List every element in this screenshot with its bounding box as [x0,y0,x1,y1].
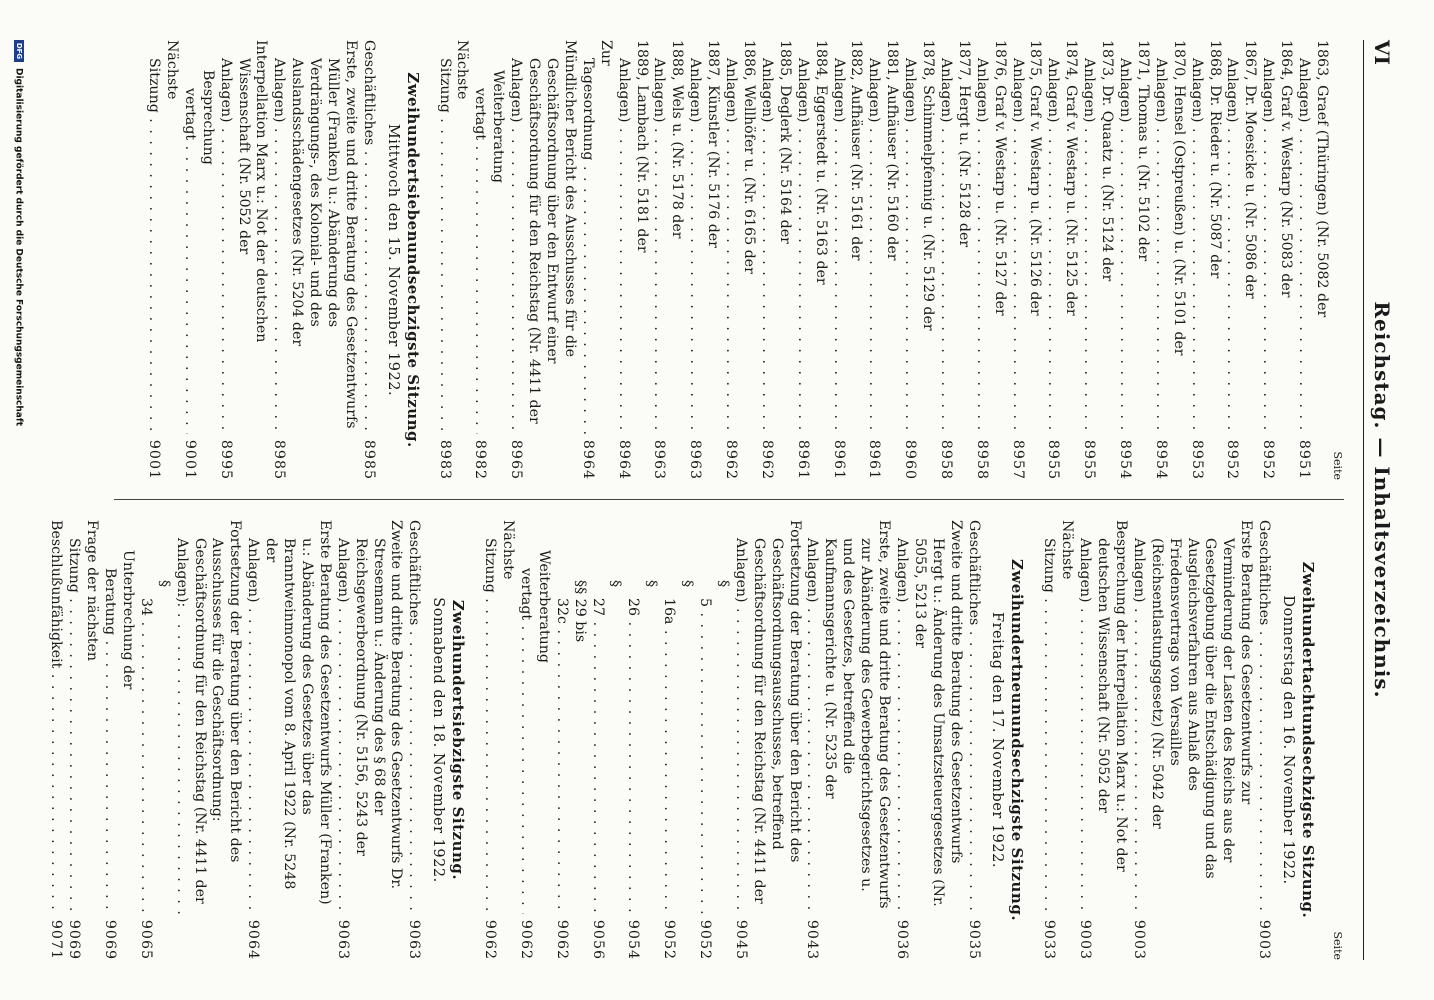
toc-entry-text: Zur Tagesordnung . . . [578,40,614,430]
toc-entry-text: Nächste Sitzung . . . [144,40,180,430]
toc-entry-text: Geschäftliches . . . [405,520,423,910]
toc-entry [695,520,731,960]
toc-entry-page: 8985 [360,439,377,480]
toc-entry [588,520,624,960]
toc-entry-page: 9003 [1077,919,1094,960]
toc-entry [650,40,686,480]
toc-entry [333,520,405,960]
toc-entry-text: Zweite und dritte Beratung des Gesetzentwurfs Hergt u.: Änderung des Umsatzsteuergesetzes (Nr. 5055, 5213 der Anlagen) . . . [892,520,964,910]
toc-entry-text: 1889, Lambach (Nr. 5181 der Anlagen) . . . [614,40,650,430]
toc-entry [578,40,614,480]
toc-entry-text: § 34 . . . [136,580,172,910]
toc-entry-text: § 5 . . . [695,580,731,910]
toc-entry [614,40,650,480]
toc-entry-text: 1886, Wellhöfer u. (Nr. 6165 der Anlagen) . . . [721,40,757,430]
toc-entry-page: 9036 [893,919,910,960]
toc-entry-text: Frage der nächsten Sitzung . . . [64,520,100,910]
toc-entry-page: 8958 [973,439,990,480]
toc-entry [972,40,1008,480]
toc-entry [793,40,829,480]
toc-entry-text: Zweite und dritte Beratung des Gesetzentwurfs Dr. Stresemann u.: Änderung des § 68 der Reichsgewerbeordnung (Nr. 5156, 5243 der Anlagen) . . . [333,520,405,910]
toc-entry [243,520,333,960]
toc-entry-page: 8954 [1117,439,1134,480]
toc-entry [435,40,471,480]
toc-entry [1129,520,1254,960]
toc-list-right [46,520,1316,960]
toc-entry-text: Geschäftliches . . . [964,520,982,910]
toc-entry-text: Fortsetzung der Beratung über den Bericht des Ausschusses für die Geschäftsordnung: Geschäftsordnung für den Reichstag (Nr. 4411 der Anlagen): . . . [172,520,244,910]
toc-entry-text: 1877, Hergt u. (Nr. 5128 der Anlagen) . . . [936,40,972,430]
toc-entry-text: Weiterberatung vertagt . . . [471,70,507,430]
toc-entry-page: 8964 [579,439,596,480]
toc-entry-page: 9063 [406,919,423,960]
toc-entry-page: 8955 [1045,439,1062,480]
page-number: VI [1370,40,1394,65]
toc-entry-text: Erste, zweite und dritte Beratung des Gesetzentwurfs zur Abänderung des Gewerbegerichtsgesetzes u. und des Gesetzes, betreffend die Kaufmannsgerichte u. (Nr. 5235 der Anlagen) . . . [803,520,893,910]
toc-entry-page: 9071 [48,919,65,960]
toc-entry [64,520,100,960]
toc-entry-page: 9064 [245,919,262,960]
session-date: Sonnabend den 18. November 1922. [430,597,447,883]
toc-entry [100,520,136,960]
left-column [94,40,1344,480]
toc-entry [1258,40,1294,480]
toc-entry-page: 8962 [758,439,775,480]
toc-entry [685,40,721,480]
toc-entry-text: 1868, Dr. Rieder u. (Nr. 5087 der Anlagen) . . . [1187,40,1223,430]
dfg-logo: DFG [14,40,24,62]
toc-entry-text: Erste Beratung des Gesetzentwurfs Müller (Franken) u.: Abänderung des Gesetzes über das Branntweinmonopol vom 8. April 1922 (Nr. 5248 der Anlagen) . . . [243,520,333,910]
toc-entry-text: Weiterberatung vertagt . . . [516,550,552,910]
toc-entry-text: Interpellation Marx u.: Not der deutschen Wissenschaft (Nr. 5052 der Anlagen) . . . [216,40,270,430]
toc-entry-page: 8982 [472,439,489,480]
toc-entry-text: § 16a . . . [659,580,695,910]
toc-entry-text: 1873, Dr. Quaatz u. (Nr. 5124 der Anlagen) . . . [1079,40,1115,430]
toc-entry-text: Fortsetzung der Beratung über den Bericht des Geschäftsordnungsausschusses, betreffend Geschäftsordnung für den Reichstag (Nr. 4411 der Anlagen) . . . [731,520,803,910]
toc-entry-page: 9062 [482,919,499,960]
toc-entry-text: 1863, Graef (Thüringen) (Nr. 5082 der Anlagen) . . . [1294,40,1330,430]
toc-entry-page: 9003 [1256,919,1273,960]
toc-entry [1039,520,1075,960]
toc-entry [46,520,64,960]
toc-entry [1075,520,1129,960]
toc-entry [829,40,865,480]
toc-entry-text: 1884, Eggerstedt u. (Nr. 5163 der Anlagen) . . . [793,40,829,430]
toc-entry [864,40,900,480]
toc-entry-page: 9062 [517,919,534,960]
seite-label-right: Seite [1331,931,1344,960]
toc-entry-page: 8995 [217,439,234,480]
toc-entry-text: Unterbrechung der Beratung . . . [100,550,136,910]
toc-entry [1151,40,1187,480]
toc-entry [1115,40,1151,480]
toc-entry [1079,40,1115,480]
toc-entry-page: 8952 [1260,439,1277,480]
toc-list-left [144,40,1330,480]
toc-entry [480,520,516,960]
toc-entry-text: Beschlußunfähigkeit . . . [46,520,64,910]
toc-entry [1223,40,1259,480]
session-date: Mittwoch den 15. November 1922. [384,123,401,397]
toc-entry [1044,40,1080,480]
toc-entry [659,520,695,960]
page-header [1363,40,1394,960]
toc-entry-page: 8961 [794,439,811,480]
toc-entry-page: 9054 [625,919,642,960]
toc-entry [1187,40,1223,480]
toc-entry-page: 9033 [1041,919,1058,960]
toc-entry-page: 9003 [1130,919,1147,960]
toc-entry-page: 9062 [553,919,570,960]
page-title: Reichstag. — Inhaltsverzeichnis. [1370,301,1394,699]
toc-entry [731,520,803,960]
toc-entry [471,40,507,480]
toc-entry-text: 1887, Künstler (Nr. 5176 der Anlagen) . . . [685,40,721,430]
session-heading: Zweihundertsiebenundsechzigste Sitzung. [403,72,422,448]
toc-entry-text: 1885, Deglerk (Nr. 5164 der Anlagen) . . . [757,40,793,430]
toc-entry-page: 8958 [937,439,954,480]
toc-entry-page: 8963 [651,439,668,480]
toc-entry-text: 1876, Graf v. Westarp u. (Nr. 5127 der Anlagen) . . . [972,40,1008,430]
session-heading: Zweihundertneunundsechzigste Sitzung. [1008,558,1027,922]
toc-entry-text: 1888, Wels u. (Nr. 5178 der Anlagen) . . . [650,40,686,430]
toc-entry-page: 9069 [66,919,83,960]
toc-entry [803,520,893,960]
toc-entry-text: 1867, Dr. Moesicke u. (Nr. 5086 der Anlagen) . . . [1223,40,1259,430]
toc-entry [1294,40,1330,480]
toc-entry-page: 9052 [697,919,713,960]
toc-entry-page: 8964 [615,439,632,480]
toc-entry-text: Erste, zweite und dritte Beratung des Gesetzentwurfs Müller (Franken) u.: Abänderung des Verdrängungs-, des Kolonial- und des Auslandsschädengesetzes (Nr. 5204 der Anlagen) . . . [269,40,359,430]
toc-entry [144,40,180,480]
toc-entry-page: 8961 [830,439,847,480]
toc-entry-page: 9045 [732,919,749,960]
toc-entry [892,520,964,960]
session-date: Donnerstag den 16. November 1922. [1280,595,1297,885]
toc-entry [216,40,270,480]
toc-entry-page: 8954 [1152,439,1169,480]
toc-entry [623,520,659,960]
toc-entry-page: 8965 [508,439,525,480]
toc-entry [516,520,552,960]
funding-note [4,40,24,980]
toc-entry [552,520,588,960]
library-stamp [1396,946,1434,994]
toc-entry-text: § 27 . . . [588,580,624,910]
toc-entry-page: 9056 [589,919,606,960]
toc-entry-page: 9065 [137,919,154,960]
toc-entry-text: Nächste Sitzung . . . [480,520,516,910]
toc-entry [405,520,423,960]
toc-entry [936,40,972,480]
toc-entry [180,40,216,480]
toc-entry-page: 9001 [146,439,162,480]
toc-entry [269,40,359,480]
toc-entry [1254,520,1272,960]
toc-entry [506,40,578,480]
toc-entry-page: 8961 [866,439,883,480]
toc-entry-page: 8985 [271,439,288,480]
toc-entry-text: 1870, Hensel (Ostpreußen) u. (Nr. 5101 der Anlagen) . . . [1151,40,1187,430]
toc-entry [359,40,377,480]
seite-label-left: Seite [1331,451,1344,480]
right-column [48,520,1344,960]
toc-entry-text: 1871, Thomas u. (Nr. 5102 der Anlagen) . . . [1115,40,1151,430]
toc-entry-page: 9001 [181,439,198,480]
toc-entry-page: 8957 [1009,439,1026,480]
toc-entry-text: Mündlicher Bericht des Ausschusses für die Geschäftsordnung über den Entwurf einer Geschäftsordnung für den Reichstag (Nr. 4411 der Anlagen) . . . [506,40,578,430]
session-heading: Zweihundertsiebzigste Sitzung. [449,599,468,881]
toc-entry [721,40,757,480]
toc-entry [1008,40,1044,480]
toc-entry-page: 9063 [334,919,351,960]
toc-entry-text: § 26 . . . [623,580,659,910]
toc-entry-page: 9069 [102,919,118,960]
column-divider [114,499,1344,500]
toc-entry-page: 8955 [1081,439,1098,480]
toc-entry-text: Erste Beratung des Gesetzentwurfs zur Verminderung der Lasten des Reichs aus der Gesetzgebung über die Entschädigung und das Ausgleichsverfahren aus Anlaß des Friedensvertrags von Versailles (Reichsentlastungsgesetz) (Nr. 5042 der Anlagen) . . . [1129,520,1254,910]
toc-entry-text: 1874, Graf v. Westarp u. (Nr. 5125 der Anlagen) . . . [1044,40,1080,430]
toc-entry-page: 8951 [1296,439,1313,480]
toc-entry-text: Nächste Sitzung . . . [1039,520,1075,910]
toc-entry-text: 1882, Aufhäuser (Nr. 5161 der Anlagen) . . . [829,40,865,430]
toc-entry-page: 9035 [965,919,982,960]
toc-entry-text: §§ 29 bis 32c . . . [552,580,588,910]
toc-entry-text: 1875, Graf v. Westarp u. (Nr. 5126 der Anlagen) . . . [1008,40,1044,430]
toc-entry-page: 8983 [436,439,453,480]
toc-entry-text: Besprechung der Interpellation Marx u.: Not der deutschen Wissenschaft (Nr. 5052 der Anlagen) . . . [1075,520,1129,910]
toc-entry [172,520,244,960]
session-date: Freitag den 17. November 1922. [989,612,1006,868]
toc-entry-page: 9043 [804,919,821,960]
toc-entry-page: 8952 [1224,439,1241,480]
toc-entry-page: 8953 [1188,439,1205,480]
toc-entry-text: 1864, Graf v. Westarp (Nr. 5083 der Anlagen) . . . [1258,40,1294,430]
toc-entry-text: Nächste Sitzung . . . [435,40,471,430]
toc-entry-text: 1878, Schimmelpfennig u. (Nr. 5129 der Anlagen) . . . [900,40,936,430]
toc-entry-page: 8963 [687,439,704,480]
toc-entry [900,40,936,480]
session-heading: Zweihundertachtundsechzigste Sitzung. [1299,561,1317,919]
toc-entry-text: Besprechung vertagt . . . [180,70,216,430]
toc-entry-text: 1881, Aufhäuser (Nr. 5160 der Anlagen) . . . [864,40,900,430]
toc-entry-page: 8962 [723,439,740,480]
funding-text: Digitalisierung gefördert durch die Deutsche Forschungsgemeinschaft [13,68,24,427]
toc-entry-text: Geschäftliches . . . [359,40,377,430]
toc-entry-page: 8960 [902,439,919,480]
toc-entry [136,520,172,960]
toc-entry-page: 9052 [661,919,678,960]
toc-entry-text: Geschäftliches . . . [1254,520,1272,910]
toc-entry [757,40,793,480]
toc-entry [964,520,982,960]
